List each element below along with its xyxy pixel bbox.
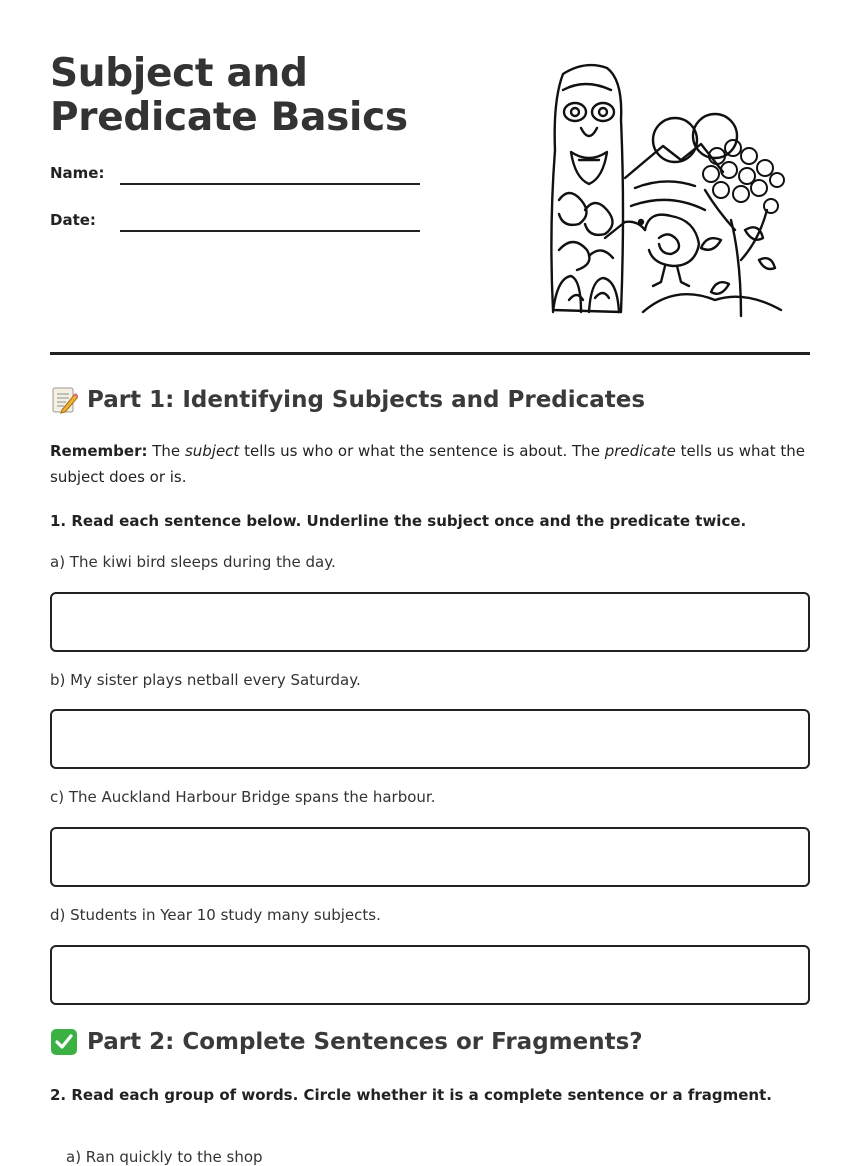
predicate-term: predicate xyxy=(604,442,676,460)
name-label: Name: xyxy=(50,164,105,182)
remember-text-1: The xyxy=(152,442,181,460)
date-write-line[interactable] xyxy=(120,230,420,232)
check-mark-button-icon xyxy=(50,1028,78,1056)
part2-heading xyxy=(50,1028,643,1056)
subject-term: subject xyxy=(184,442,240,460)
part1-heading xyxy=(50,386,645,414)
maori-carving-kiwi-pohutukawa-illustration xyxy=(545,60,790,318)
remember-label: Remember: xyxy=(50,442,148,460)
part1-heading-text: Part 1: Identifying Subjects and Predicates xyxy=(87,387,646,413)
sentence-a: a) The kiwi bird sleeps during the day. xyxy=(50,553,336,571)
fragment-item-a: a) Ran quickly to the shop xyxy=(66,1148,263,1166)
part2-instruction: 2. Read each group of words. Circle whether it is a complete sentence or a fragment. xyxy=(50,1086,772,1104)
part2-heading-text: Part 2: Complete Sentences or Fragments? xyxy=(87,1029,643,1055)
answer-box-c[interactable] xyxy=(50,827,810,887)
worksheet-page xyxy=(50,0,810,1166)
name-write-line[interactable] xyxy=(120,183,420,185)
worksheet-header xyxy=(50,0,810,355)
memo-icon xyxy=(50,386,78,414)
part1-instruction: 1. Read each sentence below. Underline the subject once and the predicate twice. xyxy=(50,512,747,530)
sentence-b: b) My sister plays netball every Saturday. xyxy=(50,671,361,689)
date-field[interactable] xyxy=(50,211,430,235)
sentence-d: d) Students in Year 10 study many subjects. xyxy=(50,906,381,924)
answer-box-d[interactable] xyxy=(50,945,810,1005)
remember-text-3: tells us what the subject does or is. xyxy=(50,442,805,486)
page-title: Subject and Predicate Basics xyxy=(50,51,408,140)
remember-text-2: tells us who or what the sentence is about. The xyxy=(244,442,600,460)
answer-box-a[interactable] xyxy=(50,592,810,652)
name-field[interactable] xyxy=(50,164,430,188)
date-label: Date: xyxy=(50,211,96,229)
sentence-c: c) The Auckland Harbour Bridge spans the harbour. xyxy=(50,788,436,806)
answer-box-b[interactable] xyxy=(50,709,810,769)
remember-note xyxy=(50,438,810,490)
